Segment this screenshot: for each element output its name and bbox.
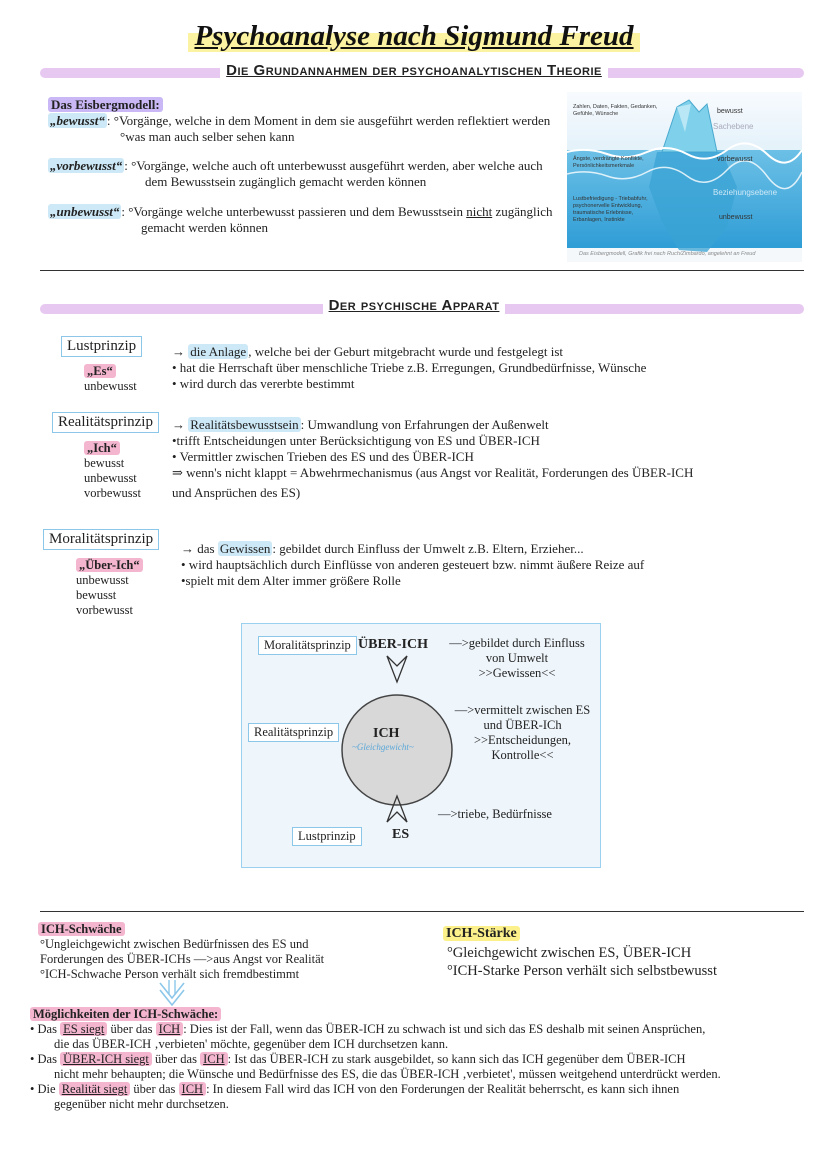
lust-sub: unbewusst — [84, 379, 137, 393]
staerke-text: °Gleichgewicht zwischen ES, ÜBER-ICH °ICH-Starke Person verhält sich selbstbewusst — [447, 945, 717, 979]
iceberg-label-low: Lustbefriedigung - Triebabfuhr, psychonervelle Entwicklung, traumatische Erlebnisse, Erbanlagen, Instinkte — [573, 196, 648, 223]
staerke-heading: ICH-Stärke — [443, 926, 520, 942]
psyche-diagram — [241, 623, 601, 868]
diagram-real-box: Realitätsprinzip — [248, 723, 339, 742]
divider — [40, 911, 804, 912]
eisberg-heading: Das Eisbergmodell: — [48, 97, 163, 113]
iceberg-vorbewusst: vorbewusst — [717, 156, 753, 163]
lustprinzip-box: Lustprinzip — [61, 336, 142, 357]
vorbewusst-block: „vorbewusst“ : °Vorgänge, welche auch oft unterbewusst ausgeführt werden, aber welche auch dem Bewusstsein zugänglich gemacht werden können — [50, 158, 543, 189]
iceberg-caption: Das Eisbergmodell, Grafik frei nach Ruch/Zimbardo, angelehnt an Freud — [579, 251, 756, 257]
diagram-es-note: —>triebe, Bedürfnisse — [438, 807, 552, 821]
iceberg-image — [567, 92, 802, 262]
real-text: → Realitätsbewusstsein : Umwandlung von Erfahrungen der Außenwelt •trifft Entscheidungen unter Berücksichtigung von ES und ÜBER-ICH • Vermittler zwischen Trieben des ES und des ÜBER-ICH ⇒ wenn's nicht klappt = Abwehrmechanismus (aus Angst vor Realität, Forderungen des ÜBER-ICH und Ansprüchen des ES) — [172, 417, 694, 500]
diagram-moral-box: Moralitätsprinzip — [258, 636, 357, 655]
moral-text: → das Gewissen : gebildet durch Einfluss der Umwelt z.B. Eltern, Erzieher... • wird hauptsächlich durch Einflüsse von anderen gesteuert bzw. nimmt äußere Reize auf •spielt mit dem Alter immer größere Rolle — [181, 541, 645, 588]
list-item: • Das ES siegt über das ICH : Dies ist der Fall, wenn das ÜBER-ICH zu schwach ist und sich das ES deshalb mit seinen Ansprüchen, die das ÜBER-ICH ‚verbieten' möchte, gegenüber dem ICH durchsetzen kann. — [30, 1022, 706, 1051]
moeglich-list — [30, 1022, 820, 1112]
real-sub: bewusst unbewusst vorbewusst — [84, 456, 141, 500]
unbewusst-block: „unbewusst“ : °Vorgänge welche unterbewusst passieren und dem Bewusstsein nicht zugänglich gemacht werden können — [50, 204, 553, 235]
schwaeche-heading: ICH-Schwäche — [38, 922, 125, 937]
lust-text: → die Anlage , welche bei der Geburt mitgebracht wurde und festgelegt ist • hat die Herrschaft über menschliche Triebe z.B. Erregungen, Grundbedürfnisse, Wünsche • wird durch das vererbte bestimmt — [172, 344, 647, 391]
section-title-grundannahmen: Die Grundannahmen der psychoanalytischen Theorie — [0, 62, 828, 79]
divider — [40, 270, 804, 271]
realitaetsprinzip-box: Realitätsprinzip — [52, 412, 159, 433]
ueberich-label: „Über-Ich“ — [76, 558, 143, 573]
schwaeche-text: °Ungleichgewicht zwischen Bedürfnissen des ES und Forderungen des ÜBER-ICHs —>aus Angst vor Realität °ICH-Schwache Person verhält sich fremdbestimmt — [40, 937, 325, 981]
ich-label: „Ich“ — [84, 441, 120, 456]
iceberg-sachebene: Sachebene — [713, 122, 754, 131]
iceberg-bewusst: bewusst — [717, 108, 743, 115]
diagram-es: ES — [392, 827, 410, 842]
es-label: „Es“ — [84, 364, 116, 379]
iceberg-beziehungsebene: Beziehungsebene — [713, 188, 778, 197]
moralitaetsprinzip-box: Moralitätsprinzip — [43, 529, 159, 550]
iceberg-label-top: Zahlen, Daten, Fakten, Gedanken, Gefühle, Wünsche — [573, 104, 658, 117]
diagram-ueberich: ÜBER-ICH — [358, 637, 429, 652]
list-item: • Die Realität siegt über das ICH : In diesem Fall wird das ICH von den Forderungen der Realität beherrscht, es kann sich ihnen gegenüber nicht mehr durchsetzen. — [30, 1082, 680, 1111]
diagram-lust-box: Lustprinzip — [292, 827, 362, 846]
bewusst-block: „bewusst“ : °Vorgänge, welche in dem Moment in dem sie ausgeführt werden reflektiert werden °was man auch selber sehen kann — [50, 113, 551, 144]
diagram-ueberich-note: —>gebildet durch Einfluss von Umwelt >>Gewissen<< — [449, 636, 585, 680]
list-item: • Das ÜBER-ICH siegt über das ICH : Ist das ÜBER-ICH zu stark ausgebildet, so kann sich das ICH gegenüber dem ÜBER-ICH nicht mehr behaupten; die Wünsche und Bedürfnisse des ES, die das ÜBER-ICH ‚verbietet', müssen weitgehend unterdrückt werden. — [30, 1052, 721, 1081]
iceberg-label-mid: Ängste, verdrängte Konflikte, Persönlichkeitsmerkmale — [573, 156, 644, 169]
diagram-ich: ICH — [373, 726, 400, 741]
moeglich-heading: Möglichkeiten der ICH-Schwäche: — [30, 1007, 221, 1022]
iceberg-unbewusst: unbewusst — [719, 214, 753, 221]
moral-sub: unbewusst bewusst vorbewusst — [76, 573, 133, 617]
diagram-ich-sub: ~Gleichgewicht~ — [352, 742, 414, 752]
section-title-apparat: Der psychische Apparat — [0, 297, 828, 314]
down-arrow-icon — [157, 980, 187, 1006]
diagram-ich-note: —>vermittelt zwischen ES und ÜBER-ICh >>Entscheidungen, Kontrolle<< — [454, 703, 591, 762]
page-title: Psychoanalyse nach Sigmund Freud — [0, 20, 828, 53]
